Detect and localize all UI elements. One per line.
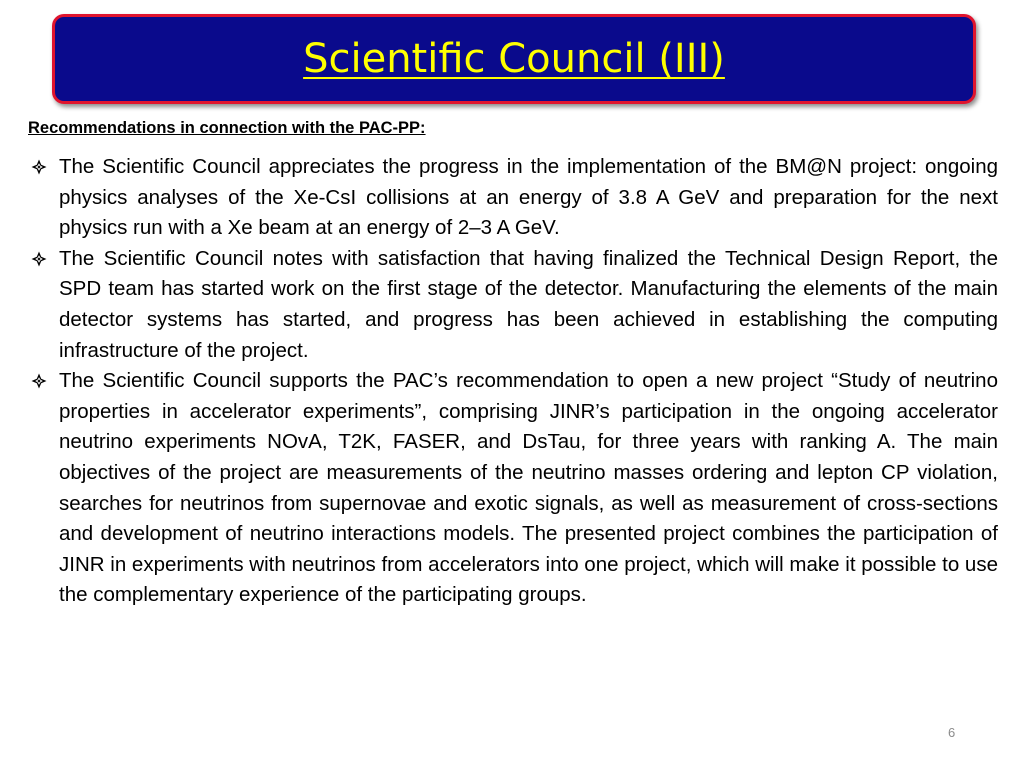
recommendations-list — [28, 152, 998, 611]
page-number: 6 — [948, 725, 956, 740]
list-item — [28, 244, 998, 366]
bullet-text: The Scientific Council supports the PAC’s recommendation to open a new project “Study of neutrino properties in accelerator experiments”, comprising JINR’s participation in the ongoing accelerator neutrino experiments NOvA, T2K, FASER, and DsTau, for three years with ranking A. The main objectives of the project are measurements of the neutrino masses ordering and lepton CP violation, searches for neutrinos from supernovae and exotic signals, as well as measurement of cross-sections and development of neutrino interactions models. The presented project combines the participation of JINR in experiments with neutrinos from accelerators into one project, which will make it possible to use the complementary experience of the participating groups. — [59, 369, 998, 607]
slide-title: Scientific Council (III) — [303, 36, 725, 82]
diamond-bullet-icon — [28, 152, 50, 182]
list-item — [28, 366, 998, 611]
list-item — [28, 152, 998, 244]
section-subheading: Recommendations in connection with the PAC-PP: — [28, 119, 426, 137]
title-banner — [52, 14, 976, 104]
bullet-text: The Scientific Council appreciates the progress in the implementation of the BM@N project: ongoing physics analyses of the Xe-CsI collisions at an energy of 3.8 A GeV and preparation for the next physics run with a Xe beam at an energy of 2–3 A GeV. — [59, 155, 998, 240]
bullet-text: The Scientific Council notes with satisfaction that having finalized the Technical Design Report, the SPD team has started work on the first stage of the detector. Manufacturing the elements of the main detector systems has started, and progress has been achieved in establishing the computing infrastructure of the project. — [59, 246, 998, 362]
diamond-bullet-icon — [28, 244, 50, 274]
diamond-bullet-icon — [28, 366, 50, 396]
